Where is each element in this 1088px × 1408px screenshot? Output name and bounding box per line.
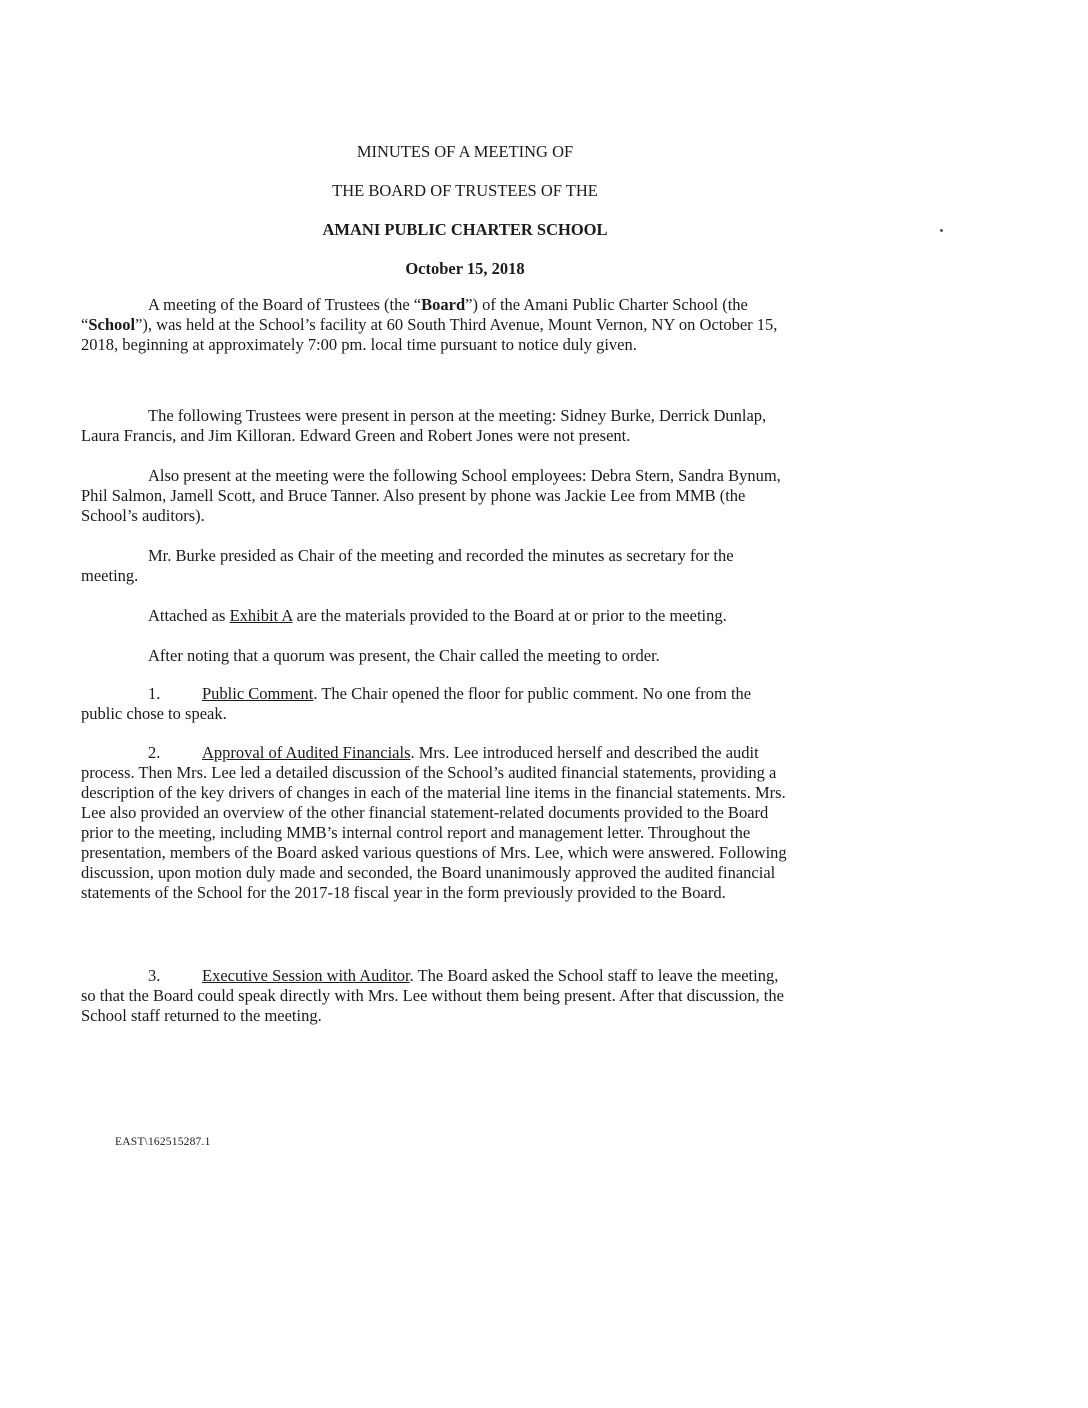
defined-term-school: School [88,315,136,334]
defined-term-board: Board [421,295,466,314]
agenda-item-audited-financials [81,743,793,903]
meeting-date: October 15, 2018 [405,259,525,278]
item-number: 1. [148,684,161,703]
minutes-heading-line-2: THE BOARD OF TRUSTEES OF THE [332,181,598,200]
scan-speck [940,229,943,232]
item-number: 3. [148,966,161,985]
exhibit-text-pre: Attached as [148,606,230,625]
agenda-item-executive-session [81,966,793,1026]
item-text: . Mrs. Lee introduced herself and described the audit process. Then Mrs. Lee led a detailed discussion of the School’s audited financial statements, providing a description of the key drivers of changes in each of the material line items in the financial statements. Mrs. Lee also provided an overview of the other financial statement-related documents provided to the Board prior to the meeting, including MMB’s internal control report and management letter. Throughout the presentation, members of the Board asked various questions of Mrs. Lee, which were answered. Following discussion, upon motion duly made and seconded, the Board unanimously approved the audited financial statements of the School for the 2017-18 fiscal year in the form previously provided to the Board. [81,743,787,902]
school-name-heading: AMANI PUBLIC CHARTER SCHOOL [322,220,608,239]
item-text: . The Chair opened the floor for public comment. No one from the public chose to speak. [81,684,752,723]
item-number: 2. [148,743,161,762]
paragraph-exhibit [81,606,793,626]
paragraph-employees-present: Also present at the meeting were the following School employees: Debra Stern, Sandra Bynum, Phil Salmon, Jamell Scott, and Bruce Tanner. Also present by phone was Jackie Lee from MMB (the School’s auditors). [81,466,781,525]
intro-text-2: ”) of the Amani Public Charter School (the “ [81,295,748,334]
intro-text-3: ”), was held at the School’s facility at 60 South Third Avenue, Mount Vernon, NY on October 15, 2018, beginning at approximately 7:00 pm. local time pursuant to notice duly given. [81,315,778,354]
item-heading: Executive Session with Auditor [202,966,410,985]
agenda-item-public-comment [81,684,793,724]
exhibit-a-reference: Exhibit A [229,606,293,625]
paragraph-chair-secretary: Mr. Burke presided as Chair of the meeting and recorded the minutes as secretary for the meeting. [81,546,734,585]
minutes-heading-line-1: MINUTES OF A MEETING OF [356,142,574,161]
item-heading: Approval of Audited Financials [202,743,411,762]
exhibit-text-post: are the materials provided to the Board at or prior to the meeting. [292,606,727,625]
item-text: . The Board asked the School staff to leave the meeting, so that the Board could speak directly with Mrs. Lee without them being present. After that discussion, the School staff returned to the meeting. [81,966,784,1025]
document-id-footer: EAST\162515287.1 [115,1136,211,1148]
item-heading: Public Comment [202,684,314,703]
paragraph-trustees-present: The following Trustees were present in person at the meeting: Sidney Burke, Derrick Dunlap, Laura Francis, and Jim Killoran. Edward Green and Robert Jones were not present. [81,406,767,445]
paragraph-quorum: After noting that a quorum was present, the Chair called the meeting to order. [148,646,660,665]
paragraph-meeting-intro [81,295,793,355]
intro-text-1: A meeting of the Board of Trustees (the “ [148,295,422,314]
